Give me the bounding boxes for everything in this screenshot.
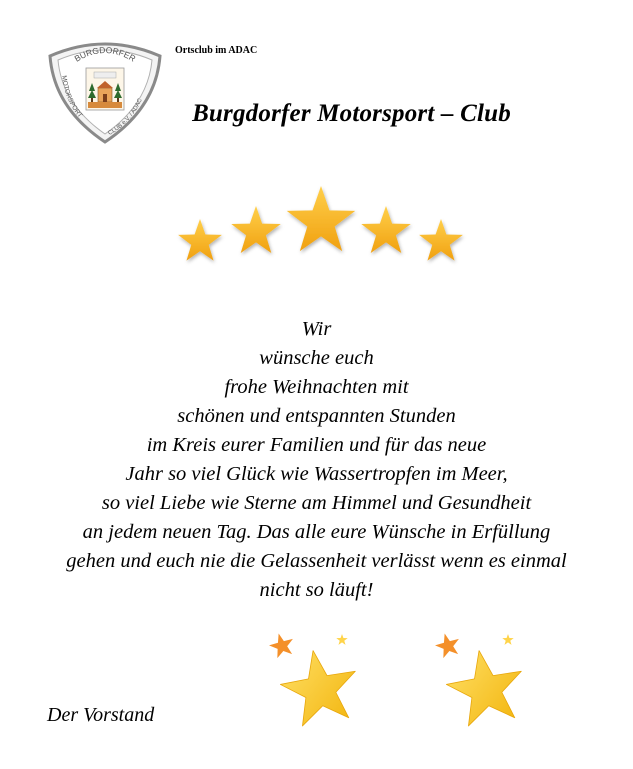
emblem-text-right: CLUB e.V. / ADAC xyxy=(107,97,144,137)
signature: Der Vorstand xyxy=(47,704,155,726)
star-icon xyxy=(267,630,297,659)
message-line: frohe Weihnachten mit xyxy=(224,376,409,398)
emblem-text-top: BURGDORFER xyxy=(72,44,138,64)
star-icon xyxy=(287,186,355,251)
star-icon xyxy=(276,644,363,728)
club-emblem-icon xyxy=(44,38,166,144)
star-cluster-left xyxy=(264,628,364,732)
star-icon xyxy=(336,634,347,645)
star-icon xyxy=(442,644,529,728)
star-icon xyxy=(231,206,280,253)
star-cluster-right xyxy=(430,628,530,732)
star-icon xyxy=(361,206,410,253)
message-line: gehen und euch nie die Gelassenheit verlässt wenn es einmal xyxy=(66,550,567,572)
star-icon xyxy=(502,634,513,645)
star-icon xyxy=(419,219,463,261)
message-line: im Kreis eurer Familien und für das neue xyxy=(146,434,487,456)
org-affiliation: Ortsclub im ADAC xyxy=(175,45,258,56)
star-icon xyxy=(178,219,222,261)
message-line: schönen und entspannten Stunden xyxy=(177,405,456,427)
club-title: Burgdorfer Motorsport – Club xyxy=(192,100,511,127)
message-line: nicht so läuft! xyxy=(259,579,374,601)
star-icon xyxy=(433,630,463,659)
stars-row xyxy=(170,180,480,275)
message-line: an jedem neuen Tag. Das alle eure Wünsche in Erfüllung xyxy=(82,521,551,543)
message-line: Jahr so viel Glück wie Wassertropfen im Meer, xyxy=(125,463,508,485)
message-line: Wir xyxy=(301,318,332,340)
emblem-text-left: MOTORSPORT xyxy=(60,75,84,120)
greeting-message xyxy=(20,315,613,605)
message-line: so viel Liebe wie Sterne am Himmel und Gesundheit xyxy=(101,492,532,514)
message-line: wünsche euch xyxy=(259,347,374,369)
